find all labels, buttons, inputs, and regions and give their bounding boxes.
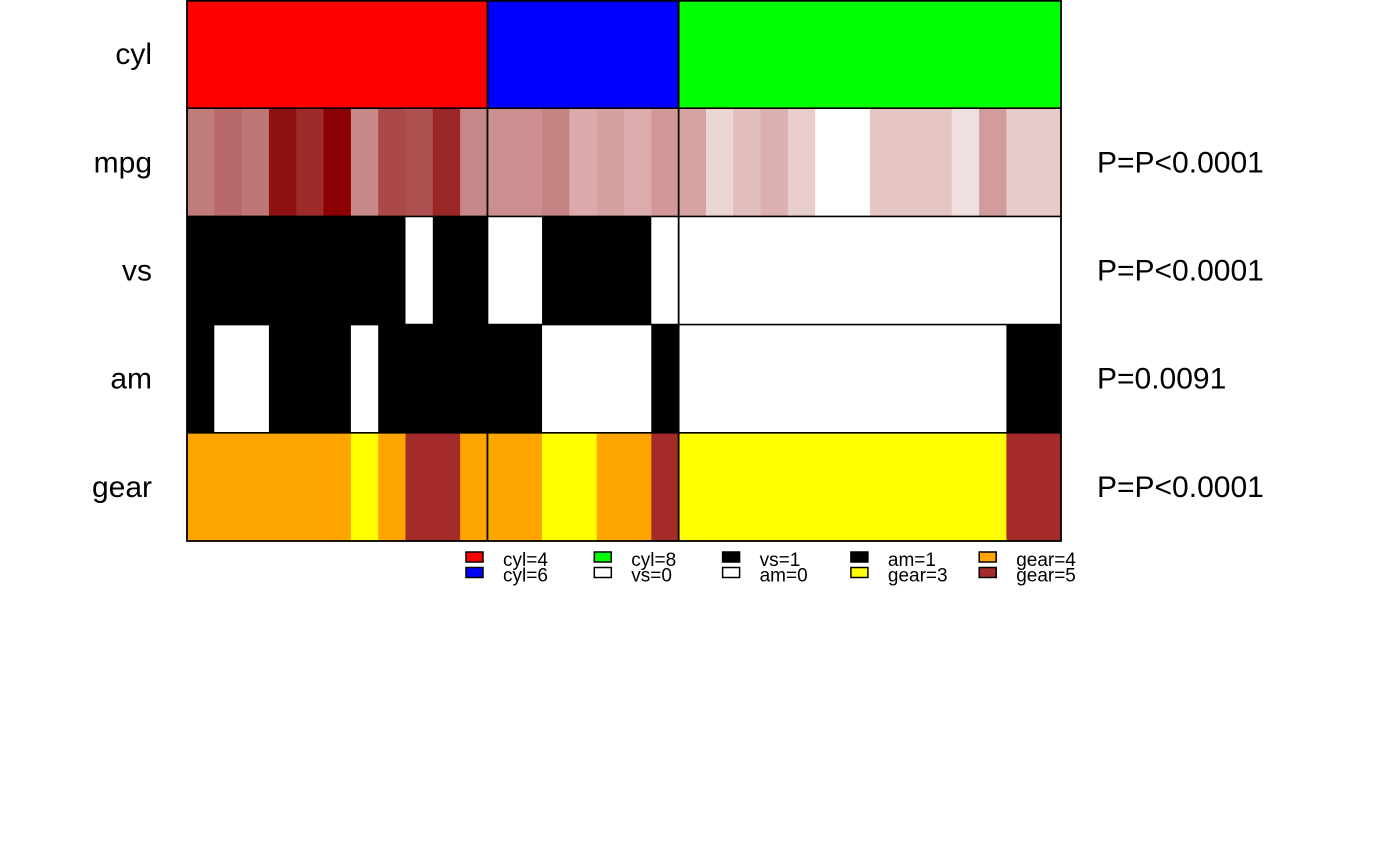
- legend-swatch-cyl-8: [594, 552, 611, 562]
- heatmap-cell-am-26: [897, 325, 925, 434]
- heatmap-cell-gear-24: [843, 433, 871, 542]
- heatmap-cell-cyl-18: [679, 0, 707, 109]
- heatmap-cell-mpg-0: [187, 108, 215, 217]
- p-value-vs: P=P<0.0001: [1097, 254, 1264, 288]
- heatmap-cell-vs-15: [597, 216, 625, 325]
- heatmap-cell-vs-9: [433, 216, 461, 325]
- heatmap-cell-vs-31: [1034, 216, 1062, 325]
- heatmap-cell-cyl-24: [843, 0, 871, 109]
- p-value-am: P=0.0091: [1097, 362, 1227, 396]
- heatmap-cell-cyl-27: [924, 0, 952, 109]
- heatmap-cell-gear-21: [761, 433, 789, 542]
- legend-label-gear-5: gear=5: [1016, 565, 1076, 587]
- row-label-am: am: [110, 362, 152, 396]
- heatmap-cell-mpg-8: [406, 108, 434, 217]
- heatmap-cell-gear-14: [569, 433, 597, 542]
- heatmap-cell-cyl-19: [706, 0, 734, 109]
- heatmap-cell-gear-16: [624, 433, 652, 542]
- heatmap-cell-am-9: [433, 325, 461, 434]
- heatmap-cell-vs-27: [924, 216, 952, 325]
- heatmap-cell-vs-10: [460, 216, 488, 325]
- row-label-gear: gear: [91, 470, 152, 504]
- heatmap-cell-mpg-29: [979, 108, 1007, 217]
- heatmap-cell-gear-12: [515, 433, 543, 542]
- heatmap-cell-vs-6: [351, 216, 379, 325]
- legend-label-gear-4: gear=4: [1016, 550, 1076, 571]
- legend-swatch-am-0: [723, 568, 740, 578]
- heatmap-cell-cyl-14: [569, 0, 597, 109]
- heatmap-cell-cyl-17: [651, 0, 679, 109]
- legend-label-cyl-8: cyl=8: [631, 550, 677, 571]
- p-value-mpg: P=P<0.0001: [1097, 146, 1264, 180]
- heatmap-cell-am-12: [515, 325, 543, 434]
- heatmap-cell-am-28: [952, 325, 980, 434]
- heatmap-cell-cyl-12: [515, 0, 543, 109]
- heatmap-cell-am-30: [1006, 325, 1034, 434]
- heatmap-cell-gear-11: [487, 433, 515, 542]
- heatmap-cell-gear-5: [324, 433, 352, 542]
- heatmap-cell-vs-11: [487, 216, 515, 325]
- heatmap-cell-vs-3: [269, 216, 297, 325]
- heatmap-cell-am-27: [924, 325, 952, 434]
- heatmap-cell-mpg-24: [843, 108, 871, 217]
- heatmap-cell-gear-0: [187, 433, 215, 542]
- heatmap-cell-mpg-23: [815, 108, 843, 217]
- heatmap-cell-vs-16: [624, 216, 652, 325]
- heatmap-cell-gear-29: [979, 433, 1007, 542]
- heatmap-cell-gear-7: [378, 433, 406, 542]
- heatmap-cell-vs-21: [761, 216, 789, 325]
- heatmap-cell-am-2: [242, 325, 270, 434]
- heatmap-cell-gear-9: [433, 433, 461, 542]
- heatmap-cell-am-13: [542, 325, 570, 434]
- heatmap-cell-mpg-16: [624, 108, 652, 217]
- heatmap-cell-cyl-0: [187, 0, 215, 109]
- heatmap-cell-mpg-18: [679, 108, 707, 217]
- heatmap-cell-vs-12: [515, 216, 543, 325]
- heatmap-cell-cyl-1: [214, 0, 242, 109]
- legend-swatch-gear-5: [979, 568, 996, 578]
- heatmap-cell-vs-25: [870, 216, 898, 325]
- heatmap-cell-am-15: [597, 325, 625, 434]
- heatmap-cell-cyl-29: [979, 0, 1007, 109]
- heatmap-cell-cyl-11: [487, 0, 515, 109]
- heatmap-cell-cyl-8: [406, 0, 434, 109]
- heatmap-cell-mpg-30: [1006, 108, 1034, 217]
- heatmap-cell-vs-23: [815, 216, 843, 325]
- legend-label-vs-0: vs=0: [631, 565, 672, 587]
- legend-swatch-cyl-4: [466, 552, 483, 562]
- heatmap-cell-cyl-9: [433, 0, 461, 109]
- legend-swatch-vs-1: [723, 552, 740, 562]
- heatmap-cell-cyl-20: [733, 0, 761, 109]
- heatmap-cell-am-0: [187, 325, 215, 434]
- heatmap-cell-vs-30: [1006, 216, 1034, 325]
- heatmap-cell-gear-1: [214, 433, 242, 542]
- heatmap-cell-gear-2: [242, 433, 270, 542]
- heatmap-cell-mpg-2: [242, 108, 270, 217]
- heatmap-cell-vs-13: [542, 216, 570, 325]
- heatmap-cell-mpg-12: [515, 108, 543, 217]
- heatmap-cell-mpg-13: [542, 108, 570, 217]
- heatmap-cell-gear-18: [679, 433, 707, 542]
- heatmap-cell-vs-1: [214, 216, 242, 325]
- row-label-mpg: mpg: [93, 146, 152, 180]
- heatmap-cell-gear-8: [406, 433, 434, 542]
- heatmap-cell-am-6: [351, 325, 379, 434]
- heatmap-cell-am-10: [460, 325, 488, 434]
- heatmap-cell-am-23: [815, 325, 843, 434]
- heatmap-cell-cyl-5: [324, 0, 352, 109]
- heatmap-cell-am-4: [296, 325, 324, 434]
- legend-swatch-gear-4: [979, 552, 996, 562]
- heatmap-cell-vs-29: [979, 216, 1007, 325]
- heatmap-cell-vs-26: [897, 216, 925, 325]
- heatmap-cell-am-5: [324, 325, 352, 434]
- heatmap-cell-gear-20: [733, 433, 761, 542]
- heatmap-cell-vs-8: [406, 216, 434, 325]
- legend-swatch-cyl-6: [466, 568, 483, 578]
- heatmap-cell-am-3: [269, 325, 297, 434]
- row-label-cyl: cyl: [115, 38, 152, 72]
- heatmap-cell-gear-25: [870, 433, 898, 542]
- heatmap-cell-am-8: [406, 325, 434, 434]
- heatmap-cell-am-11: [487, 325, 515, 434]
- heatmap-cell-cyl-22: [788, 0, 816, 109]
- heatmap-cell-am-21: [761, 325, 789, 434]
- heatmap-cell-vs-20: [733, 216, 761, 325]
- legend-label-am-0: am=0: [759, 565, 808, 587]
- heatmap-cell-mpg-25: [870, 108, 898, 217]
- heatmap-cell-mpg-4: [296, 108, 324, 217]
- heatmap-cell-vs-14: [569, 216, 597, 325]
- legend-swatch-vs-0: [594, 568, 611, 578]
- heatmap-cell-mpg-9: [433, 108, 461, 217]
- heatmap-cell-gear-10: [460, 433, 488, 542]
- heatmap-cell-vs-2: [242, 216, 270, 325]
- heatmap-cell-cyl-6: [351, 0, 379, 109]
- heatmap-cell-mpg-22: [788, 108, 816, 217]
- heatmap-cell-gear-27: [924, 433, 952, 542]
- heatmap-cell-am-19: [706, 325, 734, 434]
- legend-swatch-gear-3: [851, 568, 868, 578]
- heatmap-cell-gear-22: [788, 433, 816, 542]
- heatmap-cell-am-29: [979, 325, 1007, 434]
- heatmap-cell-vs-7: [378, 216, 406, 325]
- heatmap-cell-cyl-26: [897, 0, 925, 109]
- legend-label-gear-3: gear=3: [887, 565, 948, 587]
- heatmap-cell-am-24: [843, 325, 871, 434]
- legend-label-am-1: am=1: [887, 550, 936, 571]
- heatmap-cell-mpg-7: [378, 108, 406, 217]
- heatmap-cell-mpg-3: [269, 108, 297, 217]
- heatmap-cell-am-7: [378, 325, 406, 434]
- heatmap-cell-gear-30: [1006, 433, 1034, 542]
- heatmap-cell-gear-23: [815, 433, 843, 542]
- heatmap-cell-mpg-1: [214, 108, 242, 217]
- heatmap-cell-am-17: [651, 325, 679, 434]
- heatmap-cell-mpg-5: [324, 108, 352, 217]
- heatmap-cell-mpg-19: [706, 108, 734, 217]
- heatmap-cell-vs-22: [788, 216, 816, 325]
- heatmap-cell-vs-5: [324, 216, 352, 325]
- heatmap-cell-cyl-31: [1034, 0, 1062, 109]
- heatmap-cell-vs-0: [187, 216, 215, 325]
- heatmap-cell-cyl-30: [1006, 0, 1034, 109]
- heatmap-cell-cyl-13: [542, 0, 570, 109]
- heatmap-cell-gear-17: [651, 433, 679, 542]
- legend-label-cyl-4: cyl=4: [503, 550, 548, 571]
- heatmap-cell-am-22: [788, 325, 816, 434]
- heatmap-cell-vs-28: [952, 216, 980, 325]
- legend-label-vs-1: vs=1: [759, 550, 801, 571]
- heatmap-cell-mpg-20: [733, 108, 761, 217]
- heatmap-cell-gear-15: [597, 433, 625, 542]
- heatmap-cell-gear-28: [952, 433, 980, 542]
- heatmap-cell-mpg-10: [460, 108, 488, 217]
- heatmap-cell-am-18: [679, 325, 707, 434]
- heatmap-cell-am-14: [569, 325, 597, 434]
- heatmap-cell-cyl-2: [242, 0, 270, 109]
- heatmap-cell-gear-4: [296, 433, 324, 542]
- heatmap-cell-cyl-15: [597, 0, 625, 109]
- heatmap-cell-am-25: [870, 325, 898, 434]
- heatmap-cell-cyl-21: [761, 0, 789, 109]
- heatmap-cell-mpg-6: [351, 108, 379, 217]
- heatmap-cell-cyl-25: [870, 0, 898, 109]
- heatmap-cell-mpg-28: [952, 108, 980, 217]
- heatmap-cell-mpg-31: [1034, 108, 1062, 217]
- heatmap-cell-gear-6: [351, 433, 379, 542]
- legend-swatch-am-1: [851, 552, 868, 562]
- heatmap-cell-cyl-28: [952, 0, 980, 109]
- heatmap-cell-cyl-7: [378, 0, 406, 109]
- heatmap-cell-mpg-21: [761, 108, 789, 217]
- heatmap-cell-mpg-26: [897, 108, 925, 217]
- heatmap-cell-gear-31: [1034, 433, 1062, 542]
- heatmap-cell-mpg-17: [651, 108, 679, 217]
- heatmap-cell-mpg-14: [569, 108, 597, 217]
- heatmap-cell-vs-18: [679, 216, 707, 325]
- heatmap-cell-vs-4: [296, 216, 324, 325]
- heatmap-cell-cyl-4: [296, 0, 324, 109]
- heatmap-cell-gear-3: [269, 433, 297, 542]
- heatmap-cell-gear-19: [706, 433, 734, 542]
- heatmap-cell-cyl-10: [460, 0, 488, 109]
- heatmap-cell-cyl-3: [269, 0, 297, 109]
- heatmap-cell-mpg-11: [487, 108, 515, 217]
- heatmap-cell-mpg-27: [924, 108, 952, 217]
- p-value-gear: P=P<0.0001: [1097, 470, 1264, 504]
- heatmap-cell-gear-26: [897, 433, 925, 542]
- heatmap-cell-cyl-16: [624, 0, 652, 109]
- heatmap-cell-am-31: [1034, 325, 1062, 434]
- heatmap-cell-cyl-23: [815, 0, 843, 109]
- heatmap-cell-gear-13: [542, 433, 570, 542]
- heatmap-cell-vs-24: [843, 216, 871, 325]
- legend-label-cyl-6: cyl=6: [503, 565, 548, 587]
- heatmap-cell-vs-17: [651, 216, 679, 325]
- heatmap-cell-am-16: [624, 325, 652, 434]
- heatmap-cell-am-20: [733, 325, 761, 434]
- heatmap-cell-mpg-15: [597, 108, 625, 217]
- heatmap-cell-vs-19: [706, 216, 734, 325]
- heatmap-cell-am-1: [214, 325, 242, 434]
- row-label-vs: vs: [122, 254, 152, 288]
